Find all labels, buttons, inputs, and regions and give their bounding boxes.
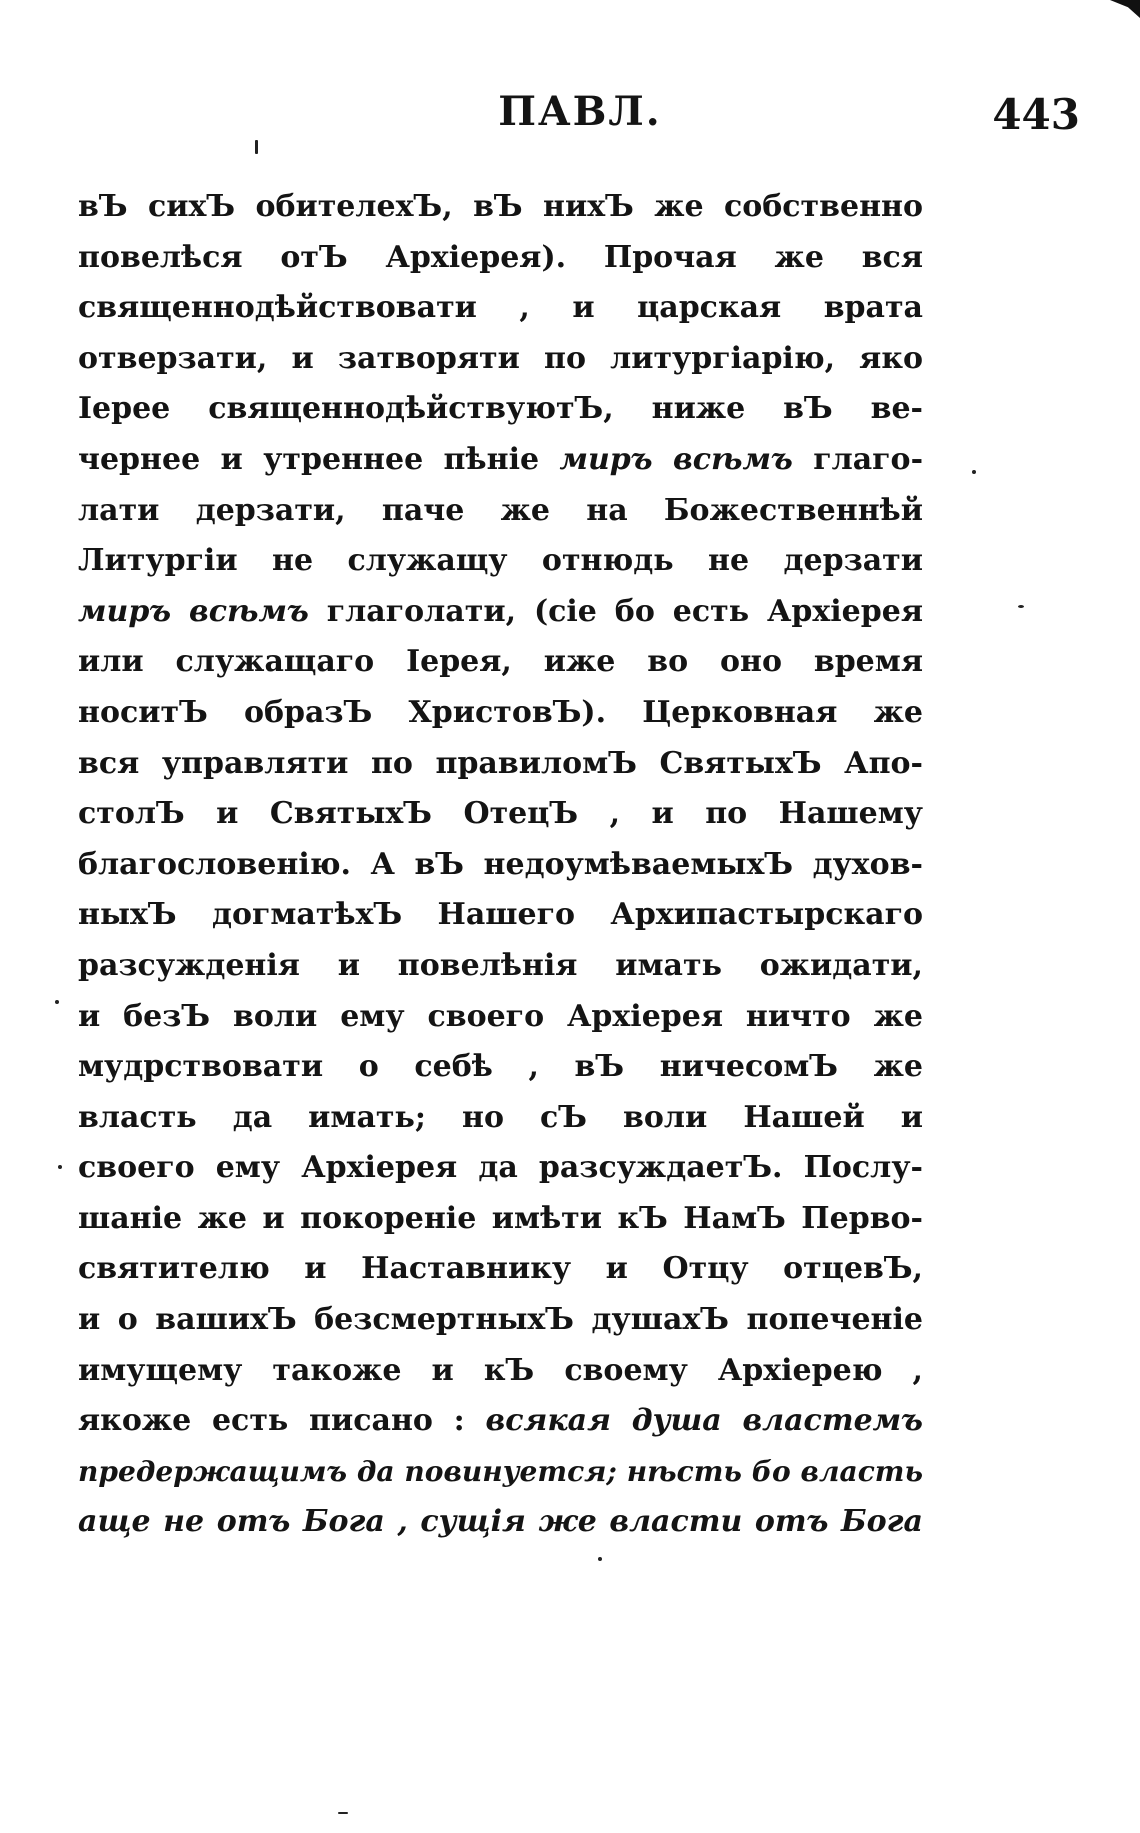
text-line [78, 1497, 923, 1548]
text-line [78, 587, 923, 638]
text-line [78, 1244, 923, 1295]
text-segment: Литургіи не служащу отнюдь не дерзати [78, 543, 923, 579]
print-speck [255, 140, 258, 154]
text-line [78, 1346, 923, 1397]
print-speck [58, 1165, 62, 1169]
running-head: ПАВЛ. [498, 88, 662, 135]
text-line [78, 1093, 923, 1144]
text-line [78, 840, 923, 891]
text-line [78, 384, 923, 435]
text-segment: и безЪ воли ему своего Архіерея ничто же [78, 998, 923, 1034]
text-line [78, 739, 923, 790]
print-speck [55, 1000, 59, 1004]
text-line [78, 435, 923, 486]
text-segment: чернее и утреннее пѣніе [78, 441, 560, 477]
text-segment: вся управляти по правиломЪ СвятыхЪ Апо- [78, 745, 923, 781]
page-number: 443 [992, 90, 1080, 139]
text-line [78, 688, 923, 739]
text-line [78, 1143, 923, 1194]
text-segment: шаніе же и покореніе имѣти кЪ НамЪ Перво- [78, 1200, 923, 1236]
text-segment: якоже есть писано : [78, 1403, 486, 1439]
text-line [78, 334, 923, 385]
text-segment: вЪ сихЪ обителехЪ, вЪ нихЪ же собственно [78, 189, 923, 224]
text-segment: и о вашихЪ безсмертныхЪ душахЪ попеченіе [78, 1302, 923, 1338]
page-header [80, 88, 1080, 148]
text-segment: глаго- [792, 441, 923, 477]
italic-quote: предержащимъ да повинуется; нѣсть бо власть [78, 1454, 923, 1488]
text-segment: имущему такоже и кЪ своему Архіерею , [78, 1352, 923, 1388]
text-line [78, 233, 923, 284]
text-segment: власть да имать; но сЪ воли Нашей и [78, 1099, 923, 1135]
print-speck [598, 1557, 602, 1561]
text-line [78, 1295, 923, 1346]
text-line [78, 486, 923, 537]
text-line [78, 1194, 923, 1245]
text-segment: Іерее священнодѣйствуютЪ, ниже вЪ ве- [78, 391, 923, 427]
text-line [78, 1396, 923, 1447]
text-segment: отверзати, и затворяти по литургіарію, яко [78, 340, 923, 376]
text-line [78, 283, 923, 334]
text-line [78, 637, 923, 688]
text-segment: своего ему Архіерея да разсуждаетЪ. Послу- [78, 1150, 923, 1186]
italic-quote: аще не отъ Бога , сущія же власти отъ Бога [78, 1504, 923, 1540]
text-line [78, 941, 923, 992]
italic-quote: всякая душа властемъ [485, 1403, 923, 1439]
text-segment: ныхЪ догматѣхЪ Нашего Архипастырскаго [78, 897, 923, 933]
text-segment: повелѣся отЪ Архіерея). Прочая же вся [78, 239, 923, 275]
body-text [78, 182, 923, 1548]
print-speck [1018, 605, 1024, 608]
text-line [78, 1447, 923, 1498]
text-segment: святителю и Наставнику и Отцу отцевЪ, [78, 1251, 923, 1287]
text-segment: или служащаго Іерея, иже во оно время [78, 644, 923, 680]
text-line [78, 1042, 923, 1093]
text-segment: священнодѣйствовати , и царская врата [78, 290, 923, 326]
text-segment: глаголати, (сіе бо есть Архіерея [308, 593, 923, 629]
text-segment: благословенію. А вЪ недоумѣваемыхЪ духов- [78, 846, 923, 882]
text-line [78, 890, 923, 941]
text-segment: мудрствовати о себѣ , вЪ ничесомЪ же [78, 1049, 923, 1085]
text-segment: разсужденія и повелѣнія имать ожидати, [78, 947, 923, 983]
italic-quote: миръ всѣмъ [559, 441, 793, 477]
text-line [78, 789, 923, 840]
text-line [78, 536, 923, 587]
text-line [78, 992, 923, 1043]
text-segment: носитЪ образЪ ХристовЪ). Церковная же [78, 694, 923, 730]
italic-quote: миръ всѣмъ [78, 593, 309, 629]
print-speck [338, 1812, 348, 1814]
print-speck [972, 470, 976, 474]
text-line [78, 182, 923, 233]
corner-smudge [1110, 0, 1140, 18]
text-segment: лати дерзати, паче же на Божественнѣй [78, 492, 923, 528]
text-segment: столЪ и СвятыхЪ ОтецЪ , и по Нашему [78, 796, 923, 832]
